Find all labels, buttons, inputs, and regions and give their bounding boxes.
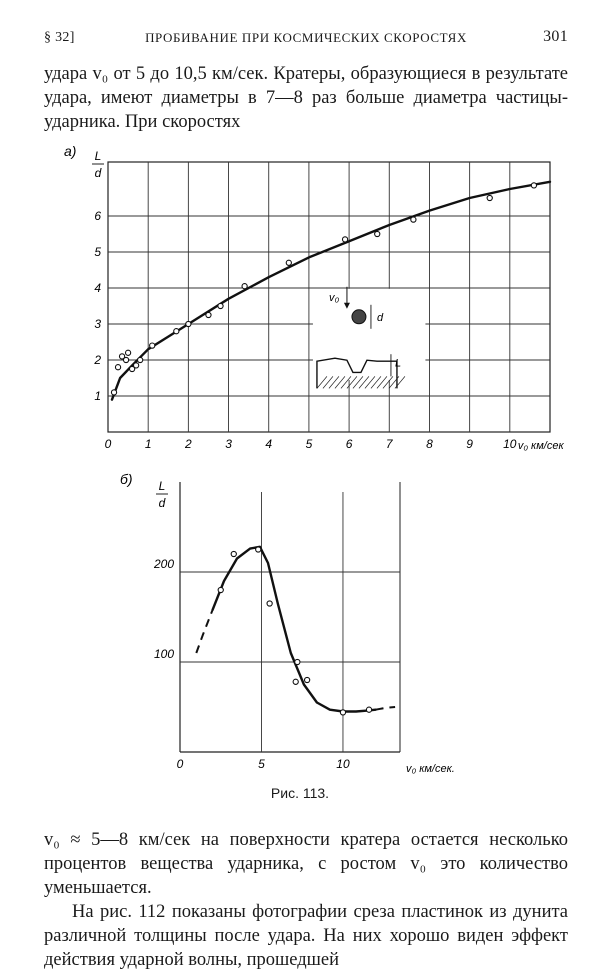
data-point-a — [134, 363, 139, 368]
data-point-a — [123, 357, 128, 362]
inset-velocity-label: v₀ — [328, 291, 340, 304]
data-point-a — [531, 183, 536, 188]
data-point-a — [206, 312, 211, 317]
data-point-a — [411, 217, 416, 222]
fit-curve-dashed-start-b — [196, 610, 212, 653]
inset-depth-label: L — [394, 357, 402, 370]
figure-caption: Рис. 113. — [270, 785, 330, 801]
data-point-a — [115, 365, 120, 370]
x-tick-label: 1 — [144, 437, 152, 451]
fit-curve-dashed-end-b — [376, 707, 396, 710]
x-tick-label: 2 — [185, 437, 192, 451]
data-point-a — [487, 195, 492, 200]
x-tick-label: 5 — [305, 437, 313, 451]
x-axis-label-a: v₀ км/сек — [517, 440, 564, 452]
panel-label-b: б) — [120, 471, 133, 487]
data-point-b — [366, 707, 371, 712]
x-tick-label: 4 — [265, 437, 273, 451]
page-number: 301 — [543, 28, 568, 45]
data-point-b — [340, 710, 345, 715]
data-point-b — [295, 659, 300, 664]
y-tick-label: 4 — [94, 281, 101, 295]
x-tick-label: 5 — [258, 757, 265, 771]
data-point-b — [256, 547, 261, 552]
data-point-a — [342, 237, 347, 242]
data-point-a — [375, 231, 380, 236]
y-tick-label: 1 — [94, 389, 101, 403]
x-tick-label: 7 — [385, 437, 393, 451]
data-point-a — [186, 321, 191, 326]
x-tick-label: 0 — [176, 757, 184, 771]
data-point-b — [305, 677, 310, 682]
data-point-b — [267, 601, 272, 606]
data-point-a — [111, 390, 116, 395]
paragraph-bottom-1: v₀ ≈ 5—8 км/сек на поверхности кратера остается несколько процентов вещества ударника, с ростом v₀ это количество уменьшается. — [44, 830, 568, 898]
chart-a — [56, 140, 564, 452]
y-tick-label: 100 — [153, 647, 174, 661]
data-point-b — [293, 679, 298, 684]
section-marker: § 32] — [44, 30, 75, 45]
paragraph-top: удара v₀ от 5 до 10,5 км/сек. Кратеры, образующиеся в результате удара, имеют диаметры в 7—8 раз больше диаметра частицы-ударника. При скоростях — [44, 64, 568, 132]
y-tick-label: 2 — [94, 353, 101, 367]
panel-label-a: а) — [64, 143, 77, 159]
x-tick-label: 8 — [426, 437, 433, 451]
y-axis-label-denominator: d — [94, 166, 102, 180]
y-tick-label: 6 — [94, 209, 101, 223]
y-axis-label-numerator: L — [158, 479, 166, 493]
chart-b — [110, 462, 490, 775]
x-tick-label: 10 — [336, 757, 350, 771]
y-tick-label: 5 — [94, 245, 101, 259]
page-header — [44, 28, 568, 52]
x-tick-label: 10 — [503, 437, 517, 451]
data-point-a — [218, 303, 223, 308]
y-axis-label-numerator: L — [94, 149, 102, 163]
data-point-a — [150, 343, 155, 348]
y-tick-label: 200 — [153, 557, 174, 571]
data-point-a — [286, 260, 291, 265]
data-point-a — [242, 284, 247, 289]
data-point-a — [174, 329, 179, 334]
y-axis-label-denominator: d — [158, 496, 166, 510]
data-point-b — [231, 551, 236, 556]
inset-diameter-label: d — [376, 311, 384, 324]
data-point-a — [125, 350, 130, 355]
data-point-a — [138, 357, 143, 362]
x-axis-label-b: v₀ км/сек. — [406, 763, 455, 775]
x-tick-label: 9 — [466, 437, 473, 451]
x-tick-label: 6 — [345, 437, 353, 451]
x-tick-label: 0 — [104, 437, 112, 451]
fit-curve-b — [213, 547, 376, 712]
paragraph-bottom-2: На рис. 112 показаны фотографии среза пластинок из дунита различной толщины после удара. На них хорошо виден эффект действия ударной волны, прошедшей — [44, 902, 568, 970]
x-tick-label: 3 — [225, 437, 232, 451]
running-title: ПРОБИВАНИЕ ПРИ КОСМИЧЕСКИХ СКОРОСТЯХ — [145, 30, 467, 45]
inset-projectile-sphere — [352, 310, 366, 324]
y-tick-label: 3 — [94, 317, 101, 331]
data-point-b — [218, 587, 223, 592]
